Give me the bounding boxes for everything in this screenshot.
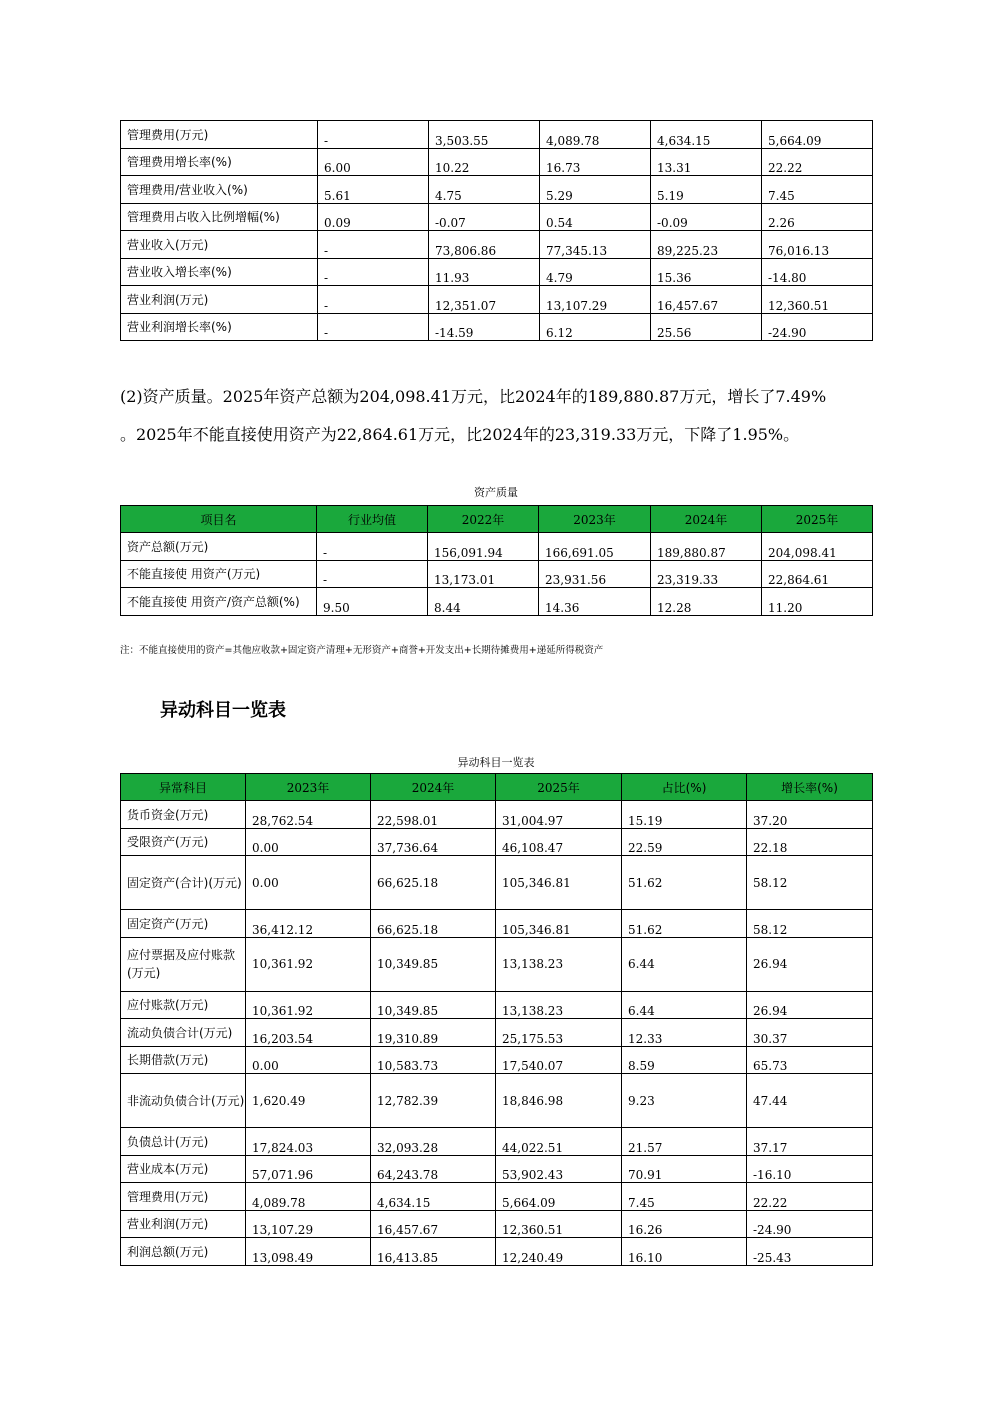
table-cell: 13,138.23 — [496, 937, 622, 991]
table-cell: 70.91 — [622, 1155, 747, 1183]
row-label: 受限资产(万元) — [121, 828, 246, 856]
table-cell: 89,225.23 — [651, 231, 762, 259]
row-label: 管理费用(万元) — [121, 1183, 246, 1211]
table-cell: 77,345.13 — [540, 231, 651, 259]
asset-quality-table — [120, 505, 873, 616]
table-cell: 13,107.29 — [540, 286, 651, 314]
table-cell: 36,412.12 — [246, 910, 371, 938]
table-cell: 11.20 — [762, 588, 873, 616]
table-row — [121, 286, 873, 314]
table-cell: 37.17 — [747, 1128, 873, 1156]
column-header: 2022年 — [428, 506, 539, 533]
row-label: 不能直接使 用资产(万元) — [121, 560, 317, 588]
table-cell: 10,583.73 — [371, 1046, 496, 1074]
table-cell: 12,360.51 — [762, 286, 873, 314]
column-header: 异常科目 — [121, 774, 246, 801]
table-cell: 4,634.15 — [371, 1183, 496, 1211]
row-label: 非流动负债合计(万元) — [121, 1074, 246, 1128]
table-cell: 4,634.15 — [651, 121, 762, 149]
table-cell: - — [318, 258, 429, 286]
table-cell: 51.62 — [622, 910, 747, 938]
table-cell: 22.22 — [747, 1183, 873, 1211]
table-cell: 17,824.03 — [246, 1128, 371, 1156]
row-label: 长期借款(万元) — [121, 1046, 246, 1074]
table-cell: 47.44 — [747, 1074, 873, 1128]
column-header: 增长率(%) — [747, 774, 873, 801]
table-cell: 5.29 — [540, 176, 651, 204]
table-cell: 16.10 — [622, 1238, 747, 1266]
row-label: 管理费用/营业收入(%) — [121, 176, 318, 204]
table-cell: 22.22 — [762, 148, 873, 176]
table-cell: 5,664.09 — [496, 1183, 622, 1211]
table-cell: 10,361.92 — [246, 991, 371, 1019]
table-cell: 66,625.18 — [371, 856, 496, 910]
table-row — [121, 313, 873, 341]
table-cell: 44,022.51 — [496, 1128, 622, 1156]
table-cell: - — [318, 313, 429, 341]
column-header: 2023年 — [246, 774, 371, 801]
table-row — [121, 1155, 873, 1183]
table-cell: 37,736.64 — [371, 828, 496, 856]
table-cell: 57,071.96 — [246, 1155, 371, 1183]
table-cell: 16,413.85 — [371, 1238, 496, 1266]
asset-quality-paragraph-line2: 。2025年不能直接使用资产为22,864.61万元，比2024年的23,319.33万元，下降了1.95%。 — [120, 425, 800, 444]
table-cell: 6.00 — [318, 148, 429, 176]
table-cell: 13,107.29 — [246, 1210, 371, 1238]
column-header: 2023年 — [539, 506, 651, 533]
table-cell: 16.73 — [540, 148, 651, 176]
table-row — [121, 203, 873, 231]
table-row — [121, 991, 873, 1019]
row-label: 固定资产(合计)(万元) — [121, 856, 246, 910]
asset-quality-paragraph-line1: (2)资产质量。2025年资产总额为204,098.41万元，比2024年的189,880.87万元，增长了7.49% — [120, 387, 827, 406]
table-cell: 13,173.01 — [428, 560, 539, 588]
table-cell: -14.59 — [429, 313, 540, 341]
table-row — [121, 937, 873, 991]
table-row — [121, 910, 873, 938]
table-cell: 22,864.61 — [762, 560, 873, 588]
table-cell: - — [318, 231, 429, 259]
column-header: 项目名 — [121, 506, 317, 533]
column-header: 行业均值 — [317, 506, 428, 533]
table-cell: 0.00 — [246, 1046, 371, 1074]
table-cell: 31,004.97 — [496, 801, 622, 829]
table-cell: 51.62 — [622, 856, 747, 910]
table-cell: 9.23 — [622, 1074, 747, 1128]
table-cell: 21.57 — [622, 1128, 747, 1156]
table-header-row — [121, 506, 873, 533]
table-cell: 15.19 — [622, 801, 747, 829]
asset-table-caption: 资产质量 — [474, 486, 518, 499]
table-cell: 204,098.41 — [762, 533, 873, 561]
table-cell: 66,625.18 — [371, 910, 496, 938]
row-label: 管理费用占收入比例增幅(%) — [121, 203, 318, 231]
table-cell: 28,762.54 — [246, 801, 371, 829]
column-header: 2025年 — [762, 506, 873, 533]
row-label: 固定资产(万元) — [121, 910, 246, 938]
table-cell: - — [317, 533, 428, 561]
table-row — [121, 1238, 873, 1266]
column-header: 2024年 — [371, 774, 496, 801]
table-cell: 15.36 — [651, 258, 762, 286]
table-cell: 4.79 — [540, 258, 651, 286]
table-cell: 12,360.51 — [496, 1210, 622, 1238]
table-cell: 0.00 — [246, 828, 371, 856]
table-cell: 17,540.07 — [496, 1046, 622, 1074]
table-cell: 13.31 — [651, 148, 762, 176]
table-cell: - — [317, 560, 428, 588]
row-label: 营业利润(万元) — [121, 286, 318, 314]
row-label: 货币资金(万元) — [121, 801, 246, 829]
column-header: 2025年 — [496, 774, 622, 801]
row-label: 营业成本(万元) — [121, 1155, 246, 1183]
table-row — [121, 176, 873, 204]
column-header: 2024年 — [651, 506, 762, 533]
table-cell: 13,098.49 — [246, 1238, 371, 1266]
row-label: 管理费用(万元) — [121, 121, 318, 149]
table-cell: 189,880.87 — [651, 533, 762, 561]
table-cell: 26.94 — [747, 937, 873, 991]
table-cell: 7.45 — [762, 176, 873, 204]
table-cell: 4,089.78 — [246, 1183, 371, 1211]
table-cell: 5,664.09 — [762, 121, 873, 149]
table-cell: 3,503.55 — [429, 121, 540, 149]
table-cell: 12,782.39 — [371, 1074, 496, 1128]
table-cell: 6.12 — [540, 313, 651, 341]
table-cell: 13,138.23 — [496, 991, 622, 1019]
table-cell: 22.59 — [622, 828, 747, 856]
row-label: 营业收入(万元) — [121, 231, 318, 259]
table-cell: 12.33 — [622, 1019, 747, 1047]
table-cell: 16.26 — [622, 1210, 747, 1238]
table-cell: -0.09 — [651, 203, 762, 231]
table-cell: 53,902.43 — [496, 1155, 622, 1183]
row-label: 负债总计(万元) — [121, 1128, 246, 1156]
table-cell: 105,346.81 — [496, 856, 622, 910]
table-cell: -25.43 — [747, 1238, 873, 1266]
table-row — [121, 258, 873, 286]
row-label: 营业利润增长率(%) — [121, 313, 318, 341]
table-row — [121, 1210, 873, 1238]
table-row — [121, 121, 873, 149]
table-cell: -0.07 — [429, 203, 540, 231]
row-label: 应付票据及应付账款(万元) — [121, 937, 246, 991]
table-row — [121, 801, 873, 829]
table-cell: 7.45 — [622, 1183, 747, 1211]
table-cell: 18,846.98 — [496, 1074, 622, 1128]
table-cell: -16.10 — [747, 1155, 873, 1183]
table-cell: 23,931.56 — [539, 560, 651, 588]
table-cell: 14.36 — [539, 588, 651, 616]
table-row — [121, 1183, 873, 1211]
row-label: 流动负债合计(万元) — [121, 1019, 246, 1047]
table-cell: 12,240.49 — [496, 1238, 622, 1266]
table-row — [121, 856, 873, 910]
row-label: 营业收入增长率(%) — [121, 258, 318, 286]
table-cell: 22.18 — [747, 828, 873, 856]
table-cell: 16,457.67 — [651, 286, 762, 314]
table-cell: 10,361.92 — [246, 937, 371, 991]
table-cell: 30.37 — [747, 1019, 873, 1047]
table-cell: 1,620.49 — [246, 1074, 371, 1128]
table-row — [121, 1019, 873, 1047]
table-cell: 32,093.28 — [371, 1128, 496, 1156]
table-cell: 16,203.54 — [246, 1019, 371, 1047]
table-cell: 19,310.89 — [371, 1019, 496, 1047]
table-cell: 166,691.05 — [539, 533, 651, 561]
table-cell: 11.93 — [429, 258, 540, 286]
table-cell: 6.44 — [622, 937, 747, 991]
table-cell: 65.73 — [747, 1046, 873, 1074]
table-cell: 105,346.81 — [496, 910, 622, 938]
table-cell: 10,349.85 — [371, 991, 496, 1019]
anomaly-table — [120, 773, 873, 1266]
table-cell: 6.44 — [622, 991, 747, 1019]
table-cell: 23,319.33 — [651, 560, 762, 588]
table-row — [121, 560, 873, 588]
expense-table — [120, 120, 873, 341]
table-cell: 9.50 — [317, 588, 428, 616]
table-cell: 0.00 — [246, 856, 371, 910]
table-cell: 8.59 — [622, 1046, 747, 1074]
table-cell: 73,806.86 — [429, 231, 540, 259]
table-cell: 16,457.67 — [371, 1210, 496, 1238]
table-row — [121, 533, 873, 561]
table-cell: 25.56 — [651, 313, 762, 341]
table-cell: 58.12 — [747, 910, 873, 938]
table-cell: 4.75 — [429, 176, 540, 204]
row-label: 利润总额(万元) — [121, 1238, 246, 1266]
table-cell: - — [318, 121, 429, 149]
table-cell: 22,598.01 — [371, 801, 496, 829]
table-cell: 0.09 — [318, 203, 429, 231]
table-row — [121, 828, 873, 856]
table-header-row — [121, 774, 873, 801]
row-label: 应付账款(万元) — [121, 991, 246, 1019]
table-cell: 2.26 — [762, 203, 873, 231]
table-cell: 76,016.13 — [762, 231, 873, 259]
table-cell: 0.54 — [540, 203, 651, 231]
table-cell: 46,108.47 — [496, 828, 622, 856]
row-label: 不能直接使 用资产/资产总额(%) — [121, 588, 317, 616]
row-label: 管理费用增长率(%) — [121, 148, 318, 176]
table-cell: 8.44 — [428, 588, 539, 616]
table-cell: 10,349.85 — [371, 937, 496, 991]
table-cell: 4,089.78 — [540, 121, 651, 149]
table-cell: 64,243.78 — [371, 1155, 496, 1183]
table-row — [121, 1128, 873, 1156]
column-header: 占比(%) — [622, 774, 747, 801]
table-row — [121, 148, 873, 176]
table-row — [121, 1046, 873, 1074]
table-cell: -24.90 — [747, 1210, 873, 1238]
table-cell: 26.94 — [747, 991, 873, 1019]
table-cell: 156,091.94 — [428, 533, 539, 561]
section-heading: 异动科目一览表 — [160, 700, 286, 721]
table-cell: -14.80 — [762, 258, 873, 286]
table-row — [121, 1074, 873, 1128]
table-row — [121, 588, 873, 616]
table-row — [121, 231, 873, 259]
anomaly-table-caption: 异动科目一览表 — [457, 756, 535, 769]
table-cell: -24.90 — [762, 313, 873, 341]
table-cell: 25,175.53 — [496, 1019, 622, 1047]
table-cell: 10.22 — [429, 148, 540, 176]
asset-table-note: 注：不能直接使用的资产=其他应收款+固定资产清理+无形资产+商誉+开发支出+长期待摊费用+递延所得税资产 — [120, 645, 604, 656]
table-cell: 5.19 — [651, 176, 762, 204]
row-label: 资产总额(万元) — [121, 533, 317, 561]
table-cell: 12.28 — [651, 588, 762, 616]
row-label: 营业利润(万元) — [121, 1210, 246, 1238]
table-cell: 5.61 — [318, 176, 429, 204]
table-cell: 37.20 — [747, 801, 873, 829]
table-cell: - — [318, 286, 429, 314]
table-cell: 58.12 — [747, 856, 873, 910]
table-cell: 12,351.07 — [429, 286, 540, 314]
